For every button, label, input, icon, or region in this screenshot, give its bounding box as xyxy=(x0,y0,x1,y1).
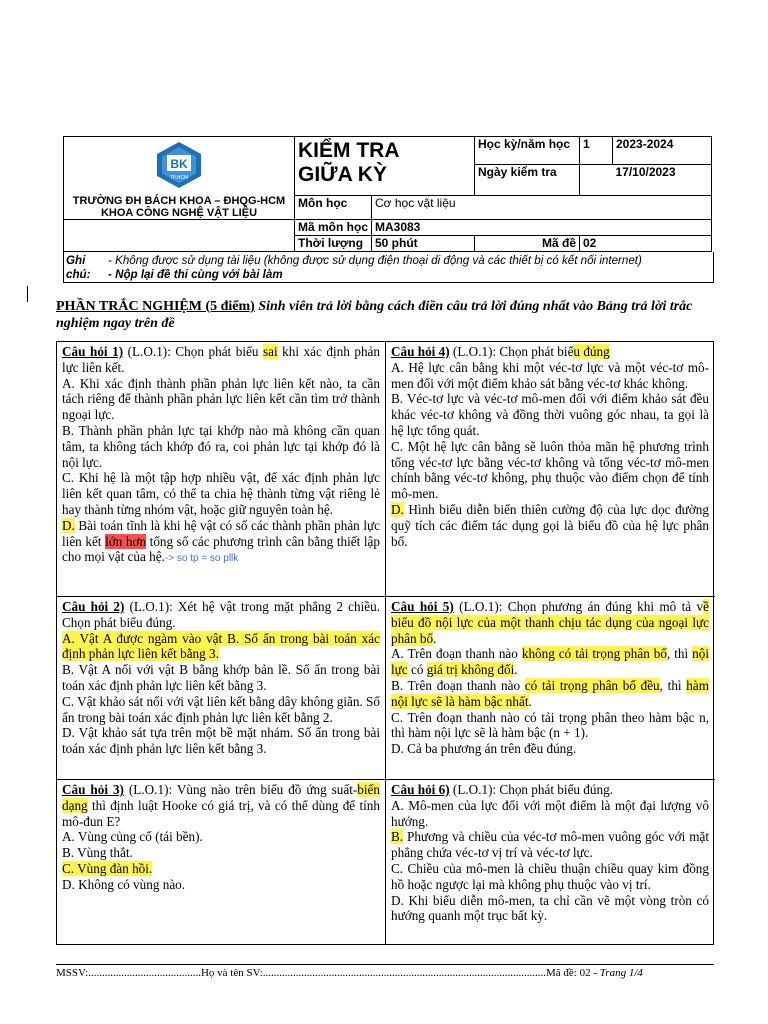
question-5 xyxy=(391,599,709,757)
q6-option-b: Phương và chiều của véc-tơ mô-men vuông góc với mặt phẳng chứa véc-tơ vị trí và véc-tơ lực. xyxy=(391,829,709,861)
question-1 xyxy=(62,344,380,567)
q1-annotation: -> so tp = so pllk xyxy=(164,553,239,565)
q6-title: Câu hỏi 6) xyxy=(391,782,450,797)
q5-option-b-1: B. Trên đoạn thanh nào xyxy=(391,677,525,693)
q4-option-b: B. Véc-tơ lực và véc-tơ mô-men đối với điểm khảo sát đều khác véc-tơ không và đồng thời vuông góc nhau, ta gọi là hệ lực tổng quát. xyxy=(391,391,709,438)
footer-page-number: Trang 1/4 xyxy=(599,967,643,979)
notes-label-2: chú: xyxy=(66,268,91,281)
q1-option-d-1: Bài toán tĩnh là khi hệ vật có số các thành phần phản lực liên kết xyxy=(62,517,380,549)
q5-prompt-end: . xyxy=(433,630,437,646)
q2-option-a: A. Vật A được ngàm vào vật B. Số ẩn trong bài toán xác định phản lực liên kết bằng 3. xyxy=(62,630,380,662)
section-heading xyxy=(56,298,713,332)
q2-title: Câu hỏi 2) xyxy=(62,599,125,614)
q1-prompt: (L.O.1): Chọn phát biểu xyxy=(123,344,263,359)
q5-prompt: (L.O.1): Chọn phương án đúng khi mô tả v xyxy=(453,599,704,614)
exam-notes xyxy=(63,252,714,283)
q4-title: Câu hỏi 4) xyxy=(391,344,450,359)
question-6 xyxy=(391,782,709,924)
semester-value: 1 xyxy=(580,137,613,165)
section-title: PHẦN TRẮC NGHIỆM (5 điểm) xyxy=(56,299,255,314)
q4-option-d-letter: D. xyxy=(391,501,404,517)
q2-option-c: C. Vật khảo sát nối với vật liên kết bằng dây không giãn. Số ẩn trong bài toán xác định phản lực liên kết bằng 2. xyxy=(62,693,380,725)
exam-title-line2: GIỮA KỲ xyxy=(298,163,387,186)
exam-title-line1: KIỂM TRA xyxy=(298,139,400,162)
year-value: 2023-2024 xyxy=(613,137,712,165)
q3-option-c: C. Vùng đàn hồi. xyxy=(62,860,153,876)
logo-text: BK xyxy=(170,157,188,171)
grid-divider-left-1 xyxy=(57,596,385,597)
q5-option-b-2: , thì xyxy=(659,677,687,693)
notes-line-1: - Không được sử dụng tài liệu (không được sử dụng điện thoại di động và các thiết bị có kết nối internet) xyxy=(108,254,642,267)
q3-prompt-end: thì định luật Hooke có giá trị, và có thể dùng để tính mô-đun E? xyxy=(62,797,380,829)
semester-label: Học kỳ/năm học xyxy=(475,137,580,165)
q1-option-a: A. Khi xác định thành phần phản lực liên kết nào, ta cần tách riêng để thành phần phản lực liên kết cần tìm trở thành ngoại lực. xyxy=(62,375,380,423)
q1-keyword: sai xyxy=(262,344,278,359)
date-value: 17/10/2023 xyxy=(580,165,712,195)
q5-option-a-kw1: không có tải trọng phân bố xyxy=(521,646,667,662)
q5-option-c: C. Trên đoạn thanh nào có tải trọng phân theo hàm bậc n, thì hàm nội lực sẽ là hàm bậc (n + 1). xyxy=(391,709,709,741)
q5-option-b-3: . xyxy=(528,693,532,709)
question-grid xyxy=(56,341,714,945)
question-2 xyxy=(62,599,380,757)
q6-option-d: D. Khi biểu diễn mô-men, ta chỉ cần vẽ một vòng tròn có hướng quanh một trục bất kỳ. xyxy=(391,892,709,924)
q5-option-d: D. Cả ba phương án trên đều đúng. xyxy=(391,741,577,757)
q5-option-a-3: có xyxy=(407,662,427,678)
q5-option-a-2: , thì xyxy=(666,646,693,662)
q5-option-b-kw2: hàm nội lực sẽ là hàm bậc nhất xyxy=(391,677,710,709)
grid-divider-left-2 xyxy=(57,779,385,780)
code-label: Mã môn học xyxy=(295,220,372,236)
q2-prompt: (L.O.1): Xét hệ vật trong mặt phẳng 2 chiều. Chọn phát biểu đúng. xyxy=(62,599,380,630)
school-name: TRƯỜNG ĐH BÁCH KHOA – ĐHQG-HCM xyxy=(72,195,286,207)
grid-divider-right-2 xyxy=(386,779,715,780)
q3-keyword: biến dạng xyxy=(62,782,381,813)
q6-option-b-letter: B. xyxy=(391,829,404,845)
bk-logo-icon xyxy=(155,141,203,189)
subject-value: Cơ học vật liệu xyxy=(372,195,712,219)
q1-option-c: C. Khi hệ là một tập hợp nhiều vật, để xác định phản lực liên kết quan tâm, có thể ta chia hệ thành từng vật riêng lẻ hay thành từng nhóm vật, hoặc giữ nguyên toàn hệ. xyxy=(62,470,380,517)
date-label: Ngày kiểm tra xyxy=(475,165,580,195)
duration-label: Thời lượng xyxy=(295,236,372,252)
q4-option-d: Hình biểu diễn biến thiên cường độ của lực dọc đường quỹ tích các điểm tác dụng gọi là biểu đồ của hệ lực phân bố. xyxy=(391,501,709,549)
q4-prompt: (L.O.1): Chọn phát biể xyxy=(449,344,574,359)
q5-option-a-kw3: giá trị không đổi xyxy=(426,662,515,678)
exam-header-table xyxy=(63,136,712,252)
q1-option-d-keyword: lớn hơn xyxy=(105,533,147,549)
section-instruction: Sinh viên trả lời bằng cách điền câu trả lời đúng nhất vào Bảng trả lời trắc nghiệm ngay trên đề xyxy=(56,299,693,331)
exam-code-label: Mã đề xyxy=(475,236,580,252)
q6-option-c: C. Chiều của mô-men là chiều thuận chiều quay kim đồng hồ hoặc ngược lại mà không phụ thuộc vào vị trí. xyxy=(391,860,709,892)
q5-option-b-kw1: có tải trọng phân bố đều xyxy=(524,677,660,693)
grid-divider-right-1 xyxy=(386,596,715,597)
faculty-name: KHOA CÔNG NGHỆ VẬT LIỆU xyxy=(100,207,258,219)
q1-option-d-2: tổng số các phương trình cân bằng thiết lập cho mọi vật của hệ. xyxy=(62,533,380,565)
notes-line-2: - Nộp lại đề thi cùng với bài làm xyxy=(108,268,283,281)
q3-option-b: B. Vùng thắt. xyxy=(62,845,133,861)
school-logo xyxy=(67,141,291,189)
q4-keyword: u đúng xyxy=(573,344,610,359)
q1-prompt-end: khi xác định phản lực liên kết. xyxy=(62,344,381,375)
q5-title: Câu hỏi 5) xyxy=(391,599,454,614)
logo-sub: TP.HCM xyxy=(169,175,189,181)
q3-prompt: (L.O.1): Vùng nào trên biểu đồ ứng suất- xyxy=(123,782,358,797)
subject-label: Môn học xyxy=(295,195,372,219)
q2-option-b: B. Vật A nối với vật B bằng khớp bản lề. Số ẩn trong bài toán xác định phản lực liên kết bằng 3. xyxy=(62,662,380,693)
title-cell xyxy=(295,137,475,196)
q4-option-c: C. Một hệ lực cân bằng sẽ luôn thỏa mãn hệ phương trình tổng véc-tơ lực bằng véc-tơ không và tổng véc-tơ mô-men chính bằng véc-tơ không, phụ thuộc vào điểm chọn để tính mô-men. xyxy=(391,438,709,502)
q1-title: Câu hỏi 1) xyxy=(62,344,124,359)
q6-option-a: A. Mô-men của lực đối với một điểm là một đại lượng vô hướng. xyxy=(391,797,709,829)
q5-keyword: ề biểu đồ nội lực của một thanh chịu tác dụng của ngoại lực phân bố xyxy=(391,599,709,646)
q5-option-a-kw2: nội lực xyxy=(391,646,709,678)
page-footer xyxy=(56,964,714,979)
q1-option-b: B. Thành phần phản lực tại khớp nào mà không cần quan tâm, ta không tách khớp đó ra, coi phản lực tại khớp đó là nội lực. xyxy=(62,422,380,470)
q2-option-d: D. Vật khảo sát tựa trên một bề mặt nhám. Số ẩn trong bài toán xác định phản lực liên kết bằng 3. xyxy=(62,725,380,757)
q6-prompt: (L.O.1): Chọn phát biểu đúng. xyxy=(449,782,613,797)
q3-title: Câu hỏi 3) xyxy=(62,782,124,797)
q5-option-a-1: A. Trên đoạn thanh nào xyxy=(391,646,522,662)
question-3 xyxy=(62,782,380,893)
notes-label-1: Ghi xyxy=(66,254,86,267)
text-cursor xyxy=(27,286,28,302)
grid-divider-vertical xyxy=(385,342,386,944)
code-value: MA3083 xyxy=(372,220,712,236)
footer-fields: MSSV:.........................................Họ và tên SV:.......................................................................................................Mã đề: 02 - xyxy=(56,967,600,979)
q3-option-a: A. Vùng củng cố (tái bền). xyxy=(62,829,203,845)
exam-code-value: 02 xyxy=(580,236,712,252)
q3-option-d: D. Không có vùng nào. xyxy=(62,876,186,892)
q4-option-a: A. Hệ lực cân bằng khi một véc-tơ lực và một véc-tơ mô-men đối với một điểm khảo sát bằng véc-tơ khác không. xyxy=(391,359,709,391)
question-4 xyxy=(391,344,709,549)
q5-option-a-4: . xyxy=(514,662,518,678)
duration-value: 50 phút xyxy=(372,236,475,252)
school-cell xyxy=(64,137,295,220)
q1-option-d-letter: D. xyxy=(62,517,75,533)
